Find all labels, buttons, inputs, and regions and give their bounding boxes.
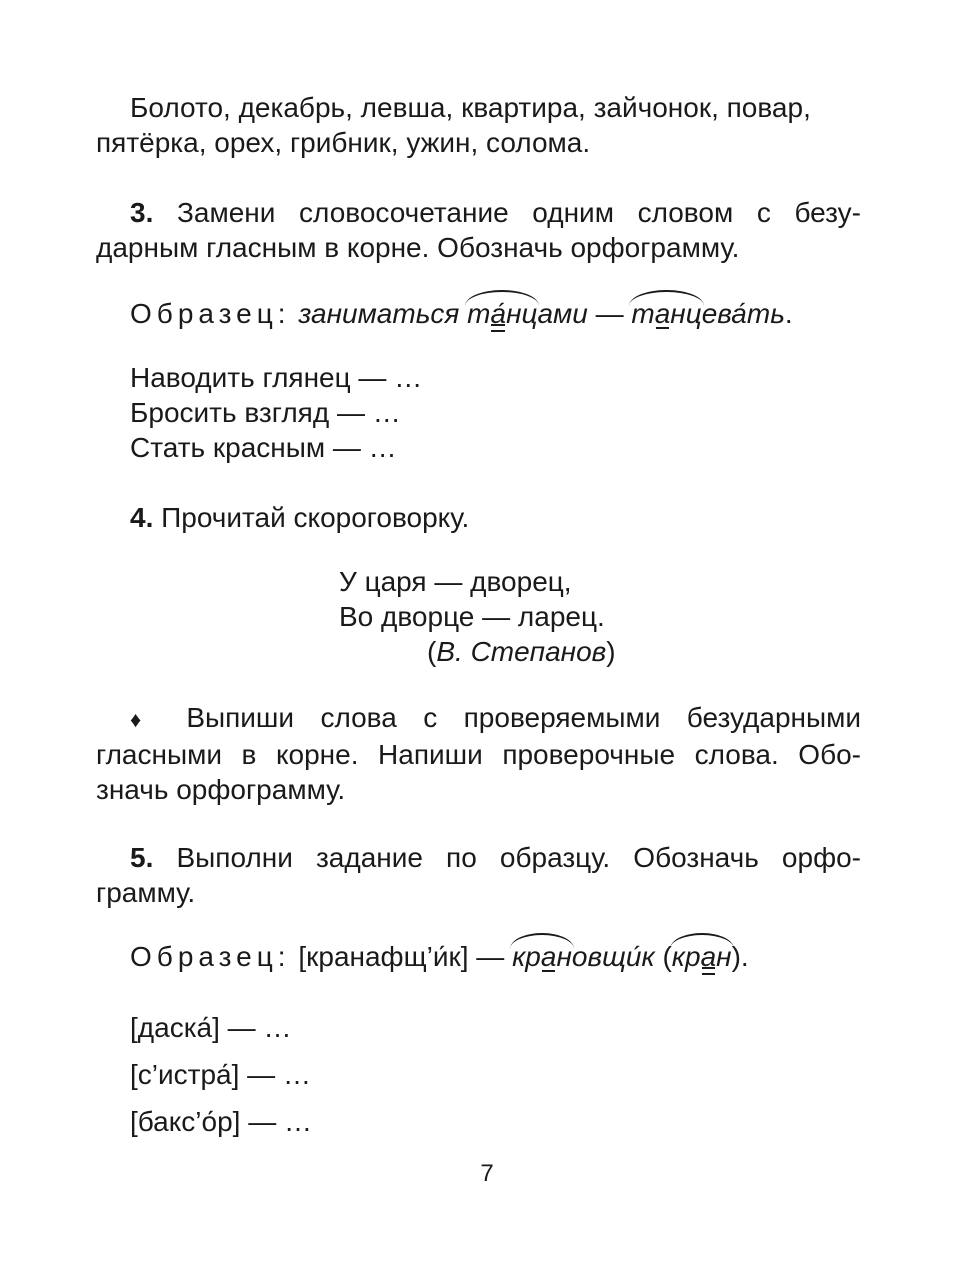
task-text: Выполни задание по образцу. Обозначь орфо- — [176, 842, 862, 873]
task-text: Выпиши слова с проверяемыми безударными — [186, 702, 861, 733]
task-text: дарным гласным в корне. Обозначь орфограмму. — [96, 232, 740, 263]
root-word-1: та́нц — [467, 298, 538, 329]
sample-label: Образец: — [130, 941, 291, 972]
task-number: 4. — [130, 502, 154, 533]
vowel-underline: а — [654, 298, 671, 329]
task-5-items — [96, 1004, 861, 1145]
root-word-2: танц — [631, 298, 702, 329]
vowel-double-underline: а́ — [490, 298, 507, 329]
root-word-2: кран — [671, 941, 732, 972]
task-number: 3. — [130, 197, 154, 228]
task-4-extra — [96, 700, 861, 807]
task-text: грамму. — [96, 877, 196, 908]
intro-line: пятёрка, орех, грибник, ужин, солома. — [96, 127, 591, 158]
task-3-sample: Образец: заниматься та́нцами — танцева́ть. — [130, 298, 793, 329]
task-3-heading — [96, 195, 861, 265]
poem-author: (В. Степанов) — [427, 636, 616, 667]
list-item: Стать красным — … — [130, 432, 397, 463]
poem — [339, 564, 616, 669]
task-text: гласными в корне. Напиши проверочные слова. Обо- — [96, 739, 861, 770]
task-4-heading — [96, 500, 861, 535]
task-text: Замени словосочетание одним словом с безу- — [177, 197, 861, 228]
diamond-icon: ♦ — [130, 707, 160, 732]
task-5-heading — [96, 840, 861, 910]
task-text: Прочитай скороговорку. — [161, 502, 470, 533]
intro-line: Болото, декабрь, левша, квартира, зайчонок, повар, — [130, 92, 811, 123]
sample-transcription: [кранафщ’и́к] — — [298, 941, 505, 972]
poem-line: У царя — дворец, — [339, 566, 572, 597]
poem-line: Во дворце — ларец. — [339, 601, 605, 632]
intro-paragraph — [96, 90, 861, 160]
sample-label: Образец: — [130, 298, 291, 329]
task-number: 5. — [130, 842, 154, 873]
sample-phrase: заниматься — [298, 298, 460, 329]
root-word-1: кран — [512, 941, 572, 972]
task-5-sample: Образец: [кранафщ’и́к] — крановщи́к (кран). — [130, 941, 749, 972]
list-item: Бросить взгляд — … — [130, 397, 401, 428]
page-number: 7 — [480, 1160, 494, 1187]
list-item: [бакс’о́р] — … — [130, 1106, 313, 1137]
list-item: [с’истра́] — … — [130, 1059, 311, 1090]
vowel-underline: а — [540, 941, 557, 972]
vowel-double-underline: а — [700, 941, 717, 972]
list-item: [даска́] — … — [130, 1012, 292, 1043]
task-3-items — [96, 360, 861, 465]
task-text: значь орфограмму. — [96, 774, 346, 805]
list-item: Наводить глянец — … — [130, 362, 423, 393]
